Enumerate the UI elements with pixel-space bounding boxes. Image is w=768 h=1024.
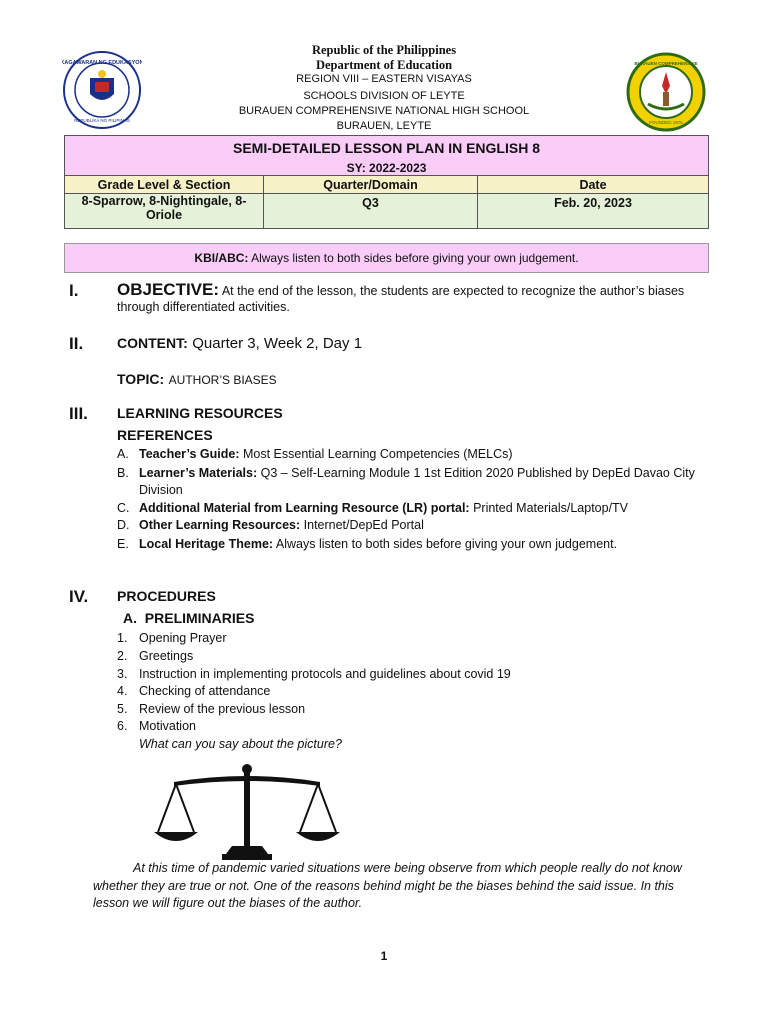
cell-grade-level: 8-Sparrow, 8-Nightingale, 8-Oriole: [65, 194, 264, 229]
resource-b-letter: B.: [117, 466, 129, 480]
item-text: Opening Prayer: [139, 631, 227, 645]
resource-e-text: Always listen to both sides before giving your own judgement.: [275, 537, 618, 551]
item-text: Instruction in implementing protocols and guidelines about covid 19: [139, 667, 511, 681]
topic-text: AUTHOR’S BIASES: [168, 373, 277, 387]
objective: [117, 280, 684, 300]
kbi-box: [64, 243, 709, 273]
header-school: BURAUEN COMPREHENSIVE NATIONAL HIGH SCHOOL: [238, 105, 530, 117]
roman-resources: III.: [69, 404, 88, 423]
resource-b: [117, 466, 695, 480]
content: [117, 335, 362, 353]
lesson-plan-table: [64, 135, 709, 229]
motivation-paragraph-3: lesson we will figure out the biases of the author.: [93, 896, 363, 910]
item-number: 2.: [117, 649, 128, 663]
item-number: 5.: [117, 702, 128, 716]
scales-of-justice-image: [152, 762, 342, 862]
col-date: Date: [478, 176, 709, 194]
preliminary-item: [117, 667, 511, 681]
preliminaries-title: A. PRELIMINARIES: [123, 610, 255, 626]
resource-c-text: Printed Materials/Laptop/TV: [473, 501, 629, 515]
resource-a: [117, 447, 513, 461]
objective-text-2: through differentiated activities.: [117, 300, 290, 314]
preliminary-item: [117, 684, 271, 698]
resource-c: [117, 501, 629, 515]
resource-d-letter: D.: [117, 518, 130, 532]
header-town: BURAUEN, LEYTE: [336, 120, 432, 132]
plan-title: SEMI-DETAILED LESSON PLAN IN ENGLISH 8: [65, 136, 709, 161]
content-text: Quarter 3, Week 2, Day 1: [192, 335, 363, 352]
roman-objective: I.: [69, 281, 79, 300]
kbi-text: Always listen to both sides before giving your own judgement.: [251, 251, 579, 265]
item-text: Checking of attendance: [139, 684, 271, 698]
resource-d-label: Other Learning Resources:: [139, 518, 301, 532]
item-number: 3.: [117, 667, 128, 681]
resource-a-text: Most Essential Learning Competencies (MELCs): [242, 447, 513, 461]
motivation-question: What can you say about the picture?: [139, 737, 342, 751]
resource-e-label: Local Heritage Theme:: [139, 537, 274, 551]
kbi-label: KBI/ABC:: [194, 251, 249, 265]
preliminary-item: [117, 631, 227, 645]
roman-content: II.: [69, 334, 84, 353]
references-title: REFERENCES: [117, 427, 213, 443]
resource-a-letter: A.: [117, 447, 129, 461]
resource-c-label: Additional Material from Learning Resource (LR) portal:: [139, 501, 470, 515]
resource-e: [117, 537, 618, 551]
page-number: 1: [380, 949, 388, 963]
header-department: Department of Education: [315, 58, 453, 72]
cell-quarter: Q3: [264, 194, 478, 229]
item-number: 6.: [117, 719, 128, 733]
content-label: CONTENT:: [117, 335, 188, 351]
resource-e-letter: E.: [117, 537, 129, 551]
header-division: SCHOOLS DIVISION OF LEYTE: [303, 90, 465, 102]
motivation-paragraph-1: At this time of pandemic varied situations were being observe from which people really do not know: [133, 861, 682, 875]
resource-d: [117, 518, 424, 532]
svg-text:REPUBLIKA NG PILIPINAS: REPUBLIKA NG PILIPINAS: [74, 118, 130, 123]
col-grade-level: Grade Level & Section: [65, 176, 264, 194]
preliminary-item: [117, 649, 194, 663]
resource-d-text: Internet/DepEd Portal: [303, 518, 424, 532]
preliminary-item: [117, 719, 196, 733]
resource-b-text: Q3 – Self-Learning Module 1 1st Edition 2020 Published by DepEd Davao City: [260, 466, 695, 480]
svg-text:BURAUEN COMPREHENSIVE: BURAUEN COMPREHENSIVE: [634, 61, 698, 66]
topic: [117, 371, 277, 389]
resource-a-label: Teacher’s Guide:: [139, 447, 240, 461]
item-number: 4.: [117, 684, 128, 698]
plan-sy: SY: 2022-2023: [65, 160, 709, 176]
roman-procedures: IV.: [69, 587, 89, 606]
motivation-paragraph-2: whether they are true or not. One of the reasons behind might be the biases behind the said issue. In this: [93, 879, 674, 893]
preliminary-item: [117, 702, 306, 716]
svg-text:KAGAWARAN NG EDUKASYON: KAGAWARAN NG EDUKASYON: [62, 60, 142, 66]
svg-text:FOUNDED 1975: FOUNDED 1975: [649, 120, 683, 125]
procedures-title: PROCEDURES: [117, 588, 216, 604]
objective-label: OBJECTIVE:: [117, 280, 220, 299]
header-region: REGION VIII – EASTERN VISAYAS: [296, 73, 472, 85]
header-republic: Republic of the Philippines: [311, 43, 457, 57]
col-quarter: Quarter/Domain: [264, 176, 478, 194]
item-number: 1.: [117, 631, 128, 645]
resource-c-letter: C.: [117, 501, 130, 515]
item-text: Motivation: [139, 719, 196, 733]
resource-b-label: Learner’s Materials:: [139, 466, 258, 480]
resources-title: LEARNING RESOURCES: [117, 405, 283, 421]
objective-text-1: At the end of the lesson, the students are expected to recognize the author’s biases: [221, 284, 685, 298]
item-text: Greetings: [139, 649, 194, 663]
item-text: Review of the previous lesson: [139, 702, 306, 716]
cell-date: Feb. 20, 2023: [478, 194, 709, 229]
topic-label: TOPIC:: [117, 371, 165, 387]
resource-b-text-2: Division: [139, 483, 183, 497]
